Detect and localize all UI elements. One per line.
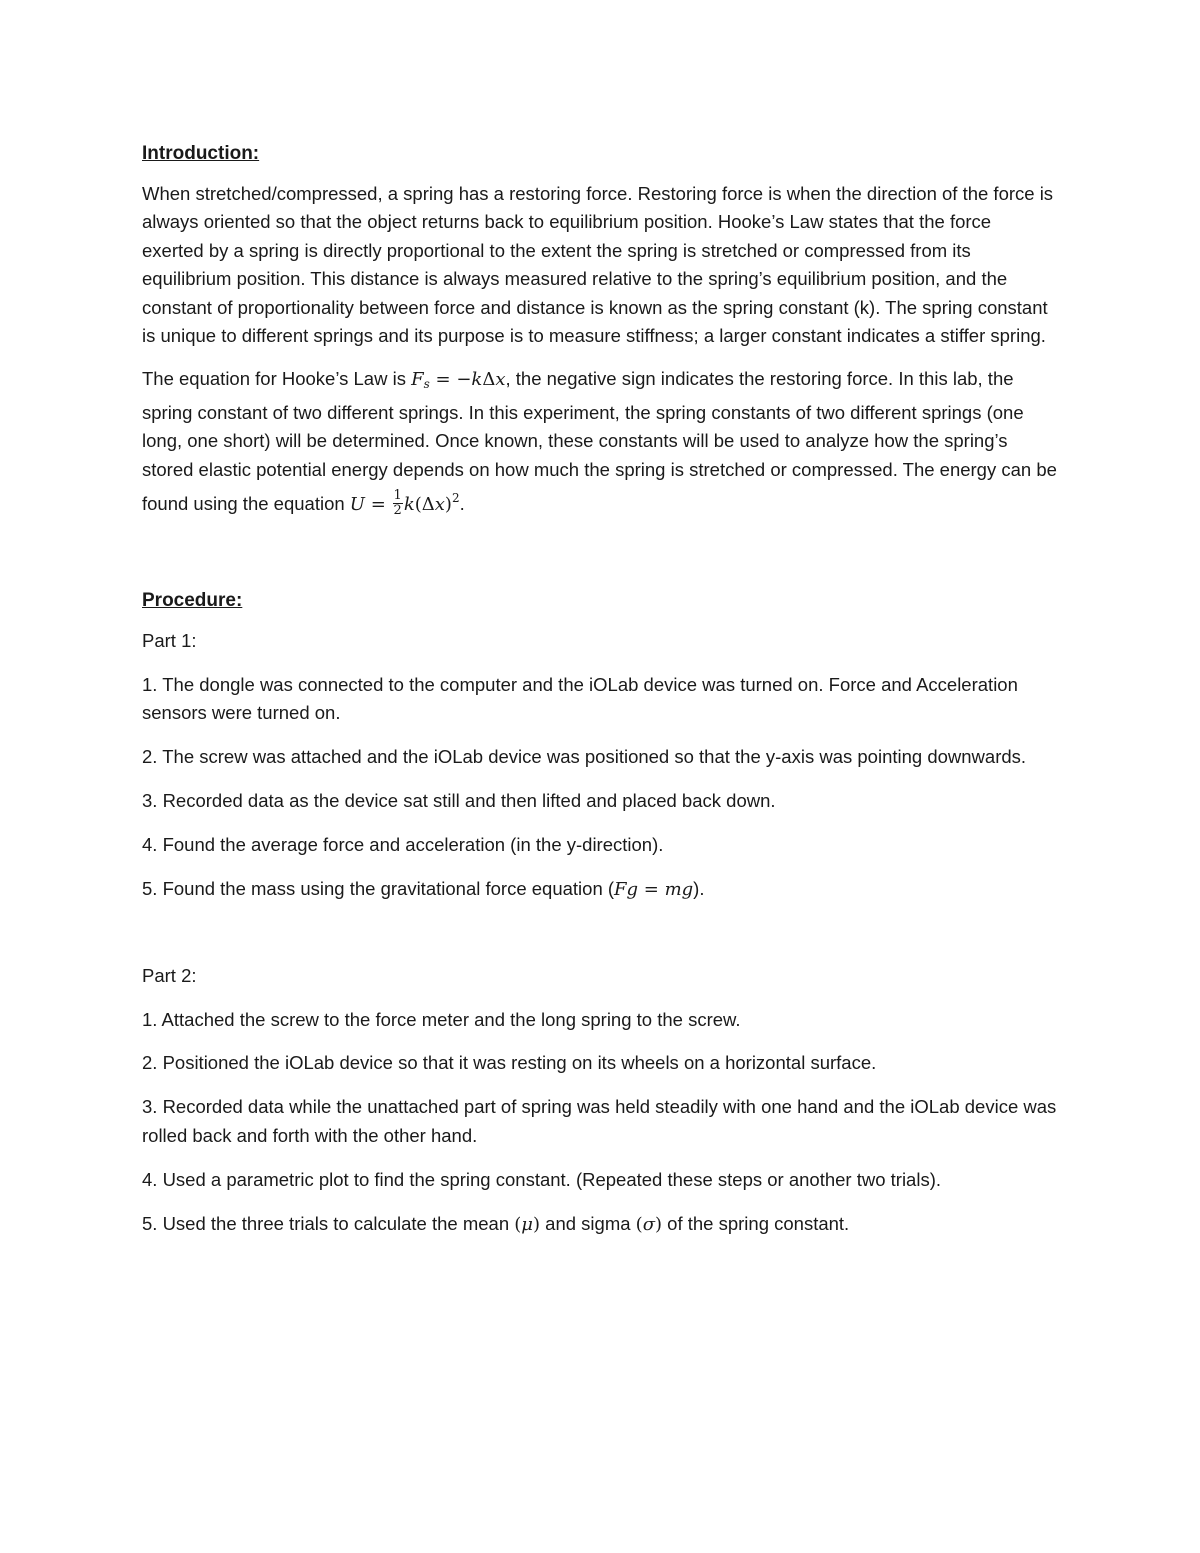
document-page: [142, 140, 1057, 1254]
part-2-step-5-end: of the spring constant.: [662, 1212, 850, 1234]
part-2-step-1: 1. Attached the screw to the force meter and the long spring to the screw.: [142, 1008, 741, 1030]
p2-text-end: .: [459, 493, 465, 515]
part-1-step-2: 2. The screw was attached and the iOLab device was positioned so that the y-axis was pointing downwards.: [142, 745, 1027, 767]
part-1-step-3: 3. Recorded data as the device sat still and then lifted and placed back down.: [142, 789, 776, 811]
part-1-label: Part 1:: [142, 629, 197, 651]
part-2-step-5: [142, 1210, 1057, 1239]
part-2-label: Part 2:: [142, 964, 197, 986]
p2-text-middle: , the negative sign indicates the restoring force. In this lab, the spring constant of two different springs. In this experiment, the spring constants of two different springs (one long, one short) will be determined. Once known, these constants will be used to analyze how the spring’s stored elastic potential energy depends on how much the spring is stretched or compressed. The energy can be found using the equation: [142, 368, 1057, 515]
sigma-symbol: (σ): [635, 1213, 663, 1235]
gravitational-force-equation: Fg = mg: [614, 878, 694, 900]
part-1-step-5: [142, 875, 1057, 904]
part-1-step-4: 4. Found the average force and acceleration (in the y-direction).: [142, 833, 664, 855]
potential-energy-equation: U = $\frac{1}{2}$ $k(\Delta x)^2$: [349, 487, 460, 518]
part-1-step-5-end: ).: [693, 877, 705, 899]
introduction-heading: Introduction:: [142, 143, 260, 164]
part-2-step-5-text: 5. Used the three trials to calculate the mean: [142, 1212, 515, 1234]
mean-symbol: (μ): [514, 1213, 541, 1235]
introduction-paragraph-2: [142, 365, 1057, 519]
part-2-step-2: 2. Positioned the iOLab device so that it was resting on its wheels on a horizontal surface.: [142, 1052, 877, 1074]
part-2-step-4: 4. Used a parametric plot to find the spring constant. (Repeated these steps or another two trials).: [142, 1168, 942, 1190]
procedure-heading: Procedure:: [142, 589, 243, 611]
one-half-fraction: $\frac{1}{2}$: [393, 487, 402, 518]
introduction-paragraph-1: When stretched/compressed, a spring has a restoring force. Restoring force is when the direction of the force is always oriented so that the object returns back to equilibrium position. Hooke’s Law states that the force exerted by a spring is directly proportional to the extent the spring is stretched or compressed from its equilibrium position. This distance is always measured relative to the spring’s equilibrium position, and the constant of proportionality between force and distance is known as the spring constant (k). The spring constant is unique to different springs and its purpose is to measure stiffness; a larger constant indicates a stiffer spring.: [142, 183, 1054, 347]
part-1-step-1: 1. The dongle was connected to the computer and the iOLab device was turned on. Force and Acceleration sensors were turned on.: [142, 673, 1018, 723]
hookes-law-equation: $F_s = -k\Delta x$: [411, 369, 506, 392]
part-2-step-3: 3. Recorded data while the unattached part of spring was held steadily with one hand and the iOLab device was rolled back and forth with the other hand.: [142, 1096, 1057, 1146]
p2-text-start: The equation for Hooke’s Law is: [142, 368, 412, 390]
part-2-step-5-mid: and sigma: [540, 1212, 636, 1234]
part-1-step-5-text: 5. Found the mass using the gravitational force equation (: [142, 877, 615, 899]
